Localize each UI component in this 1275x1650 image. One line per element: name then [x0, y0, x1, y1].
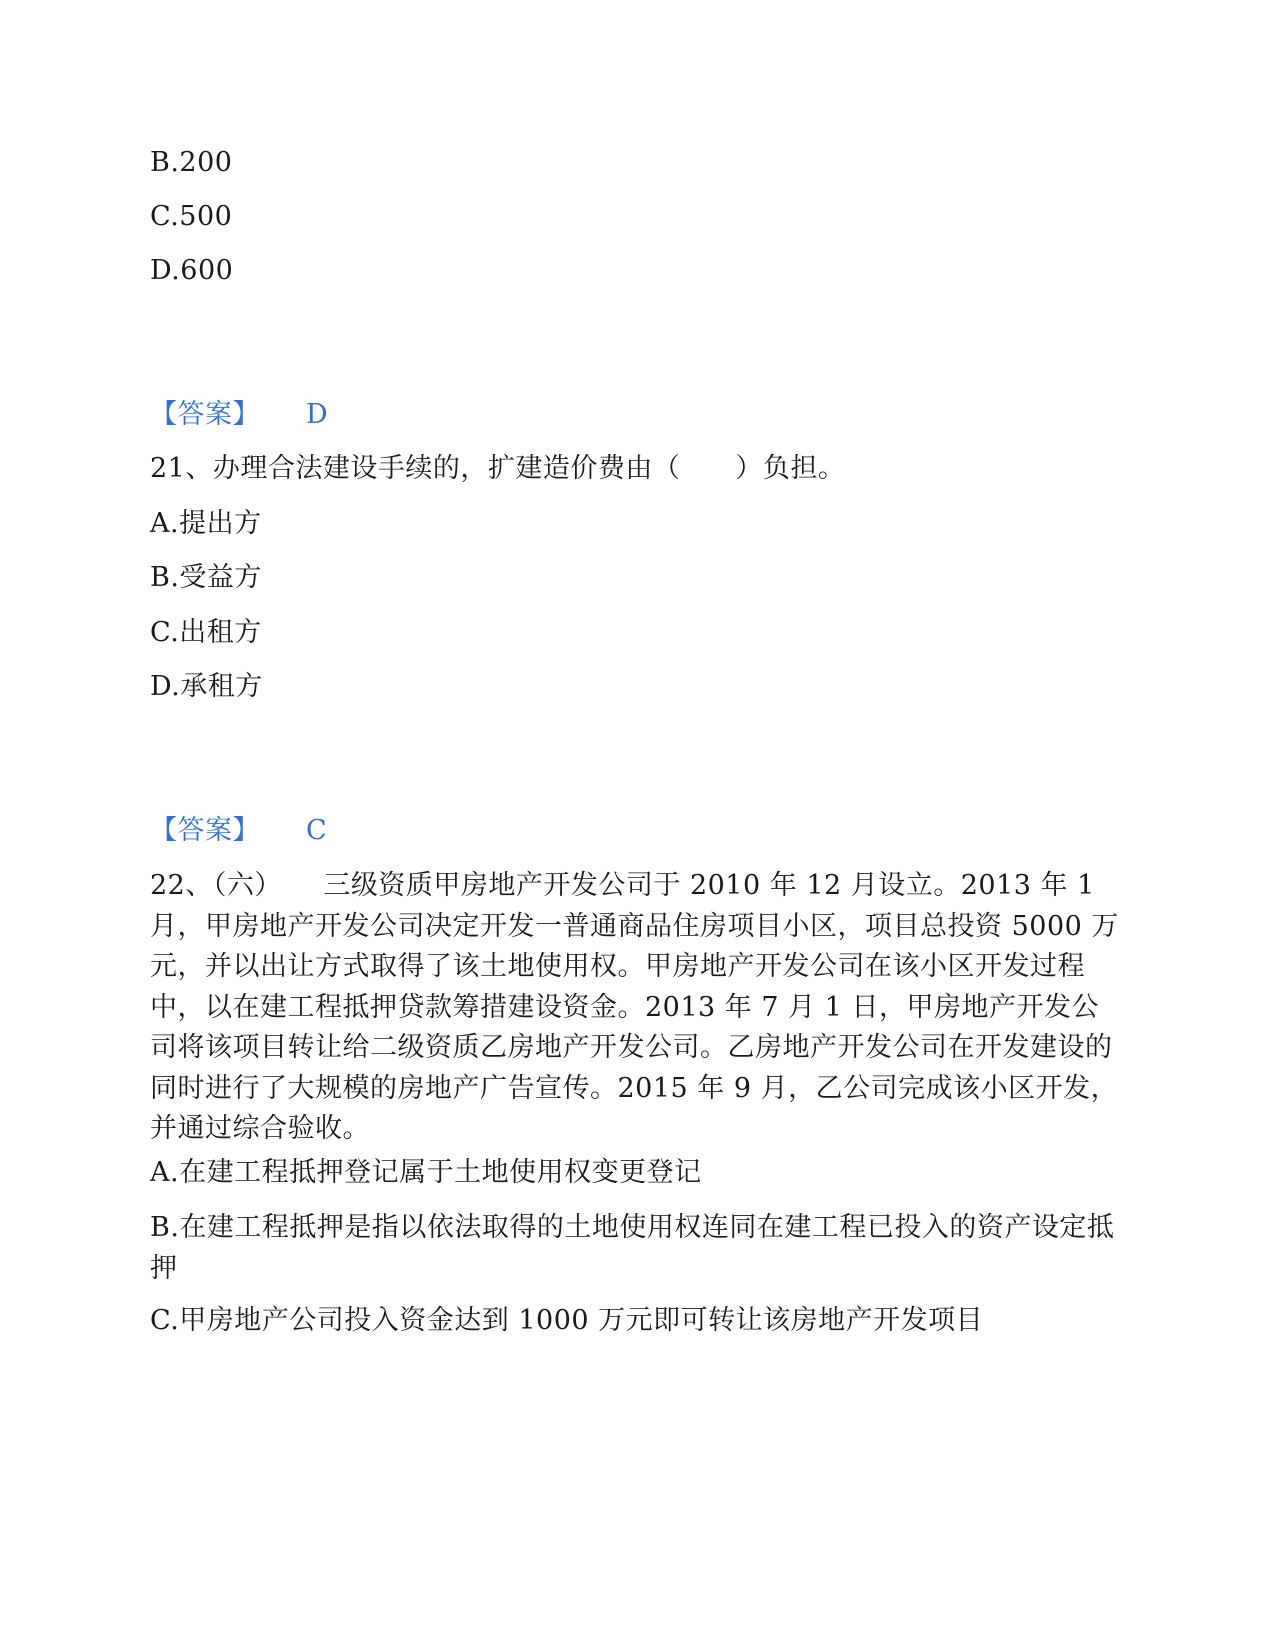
q21-option-a: A.提出方 [150, 508, 262, 539]
question-22-stem: 22、（六） 三级资质甲房地产开发公司于 2010 年 12 月设立。2013 年 1 月，甲房地产开发公司决定开发一普通商品住房项目小区，项目总投资 5000 万元，并以出让方式取得了该土地使用权。甲房地产开发公司在该小区开发过程中，以在建工程抵押贷款筹措建设资金。2013 年 7 月 1 日，甲房地产开发公司将该项目转让给二级资质乙房地产开发公司。乙房地产开发公司在开发建设的同时进行了大规模的房地产广告宣传。2015 年 9 月，乙公司完成该小区开发，并通过综合验收。 [150, 870, 1119, 1144]
answer-line-q21 [150, 812, 327, 850]
answer-value: C [306, 815, 328, 846]
answer-label: 【答案】 [150, 399, 260, 430]
q22-option-c: C.甲房地产公司投入资金达到 1000 万元即可转让该房地产开发项目 [150, 1305, 984, 1336]
answer-value: D [306, 399, 329, 430]
q21-option-b: B.受益方 [150, 562, 262, 593]
q22-option-a: A.在建工程抵押登记属于土地使用权变更登记 [150, 1157, 702, 1188]
q22-option-b: B.在建工程抵押是指以依法取得的土地使用权连同在建工程已投入的资产设定抵押 [150, 1212, 1115, 1284]
option-b-prev: B.200 [150, 147, 233, 178]
option-c-prev: C.500 [150, 201, 233, 232]
question-21-stem: 21、办理合法建设手续的，扩建造价费由（ ）负担。 [150, 453, 846, 484]
option-d-prev: D.600 [150, 255, 234, 286]
answer-line-prev [150, 396, 328, 434]
q21-option-d: D.承租方 [150, 671, 263, 702]
answer-label: 【答案】 [150, 815, 260, 846]
q21-option-c: C.出租方 [150, 617, 262, 648]
